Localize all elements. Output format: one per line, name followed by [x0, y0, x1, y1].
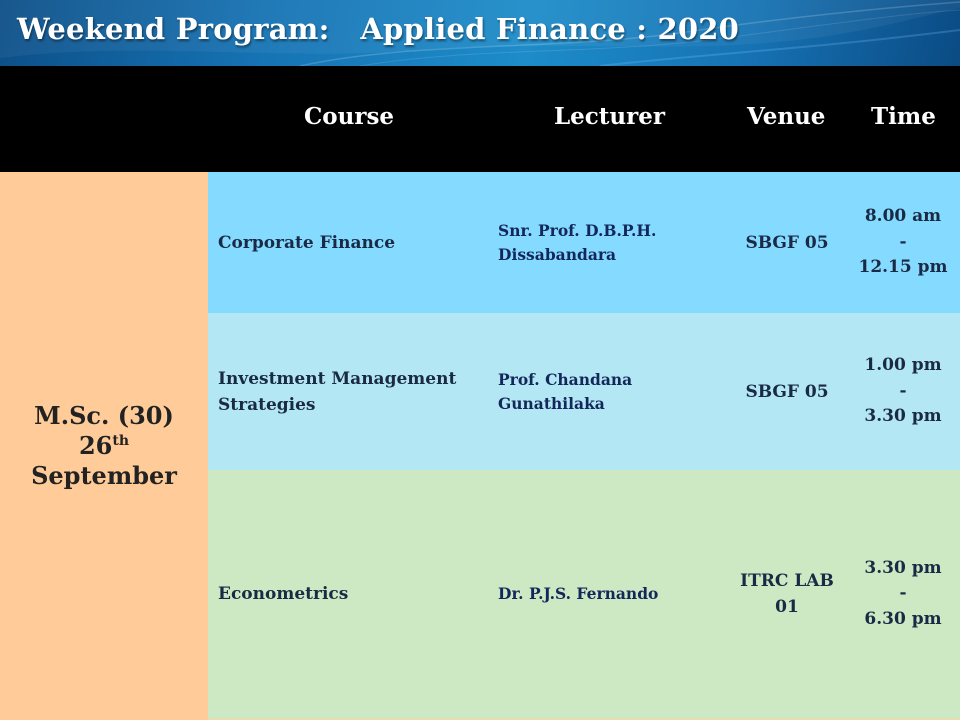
date-cell [0, 172, 208, 720]
lecturer-cell [498, 172, 698, 313]
column-header-lecturer: Lecturer [554, 103, 666, 130]
course-name: Investment Management Strategies [218, 368, 457, 415]
time-range: 8.00 am - 12.15 pm [858, 206, 948, 278]
time-cell [858, 313, 948, 470]
session-day [31, 431, 177, 461]
time-range: 1.00 pm - 3.30 pm [864, 355, 942, 427]
table-row [208, 313, 960, 470]
lecturer-name: Dr. P.J.S. Fernando [498, 584, 659, 603]
course-cell [218, 470, 480, 718]
lecturer-name: Snr. Prof. D.B.P.H. Dissabandara [498, 220, 657, 264]
venue-name: ITRC LAB 01 [740, 571, 834, 617]
venue-name: SBGF 05 [745, 232, 829, 253]
column-header-venue: Venue [747, 103, 826, 130]
course-cell [218, 172, 480, 313]
title-banner [0, 0, 960, 66]
table-header-row [0, 66, 960, 172]
day-suffix: th [112, 433, 130, 449]
day-number: 26 [78, 431, 113, 460]
venue-name: SBGF 05 [745, 381, 829, 402]
column-header-course: Course [304, 103, 395, 130]
table-row [208, 470, 960, 718]
time-cell [858, 172, 948, 313]
venue-cell [718, 470, 856, 718]
venue-cell [718, 172, 856, 313]
time-cell [858, 470, 948, 718]
session-month: September [31, 461, 177, 490]
lecturer-cell [498, 470, 698, 718]
course-name: Econometrics [218, 584, 349, 604]
slide-title: Weekend Program: Applied Finance : 2020 [17, 12, 739, 46]
column-header-time: Time [871, 103, 936, 130]
venue-cell [718, 313, 856, 470]
table-row [208, 172, 960, 313]
course-name: Corporate Finance [218, 232, 396, 253]
course-cell [218, 313, 480, 470]
session-date [31, 401, 177, 491]
time-range: 3.30 pm - 6.30 pm [864, 557, 942, 629]
lecturer-name: Prof. Chandana Gunathilaka [498, 369, 633, 413]
program-label: M.Sc. (30) [34, 401, 174, 430]
lecturer-cell [498, 313, 698, 470]
